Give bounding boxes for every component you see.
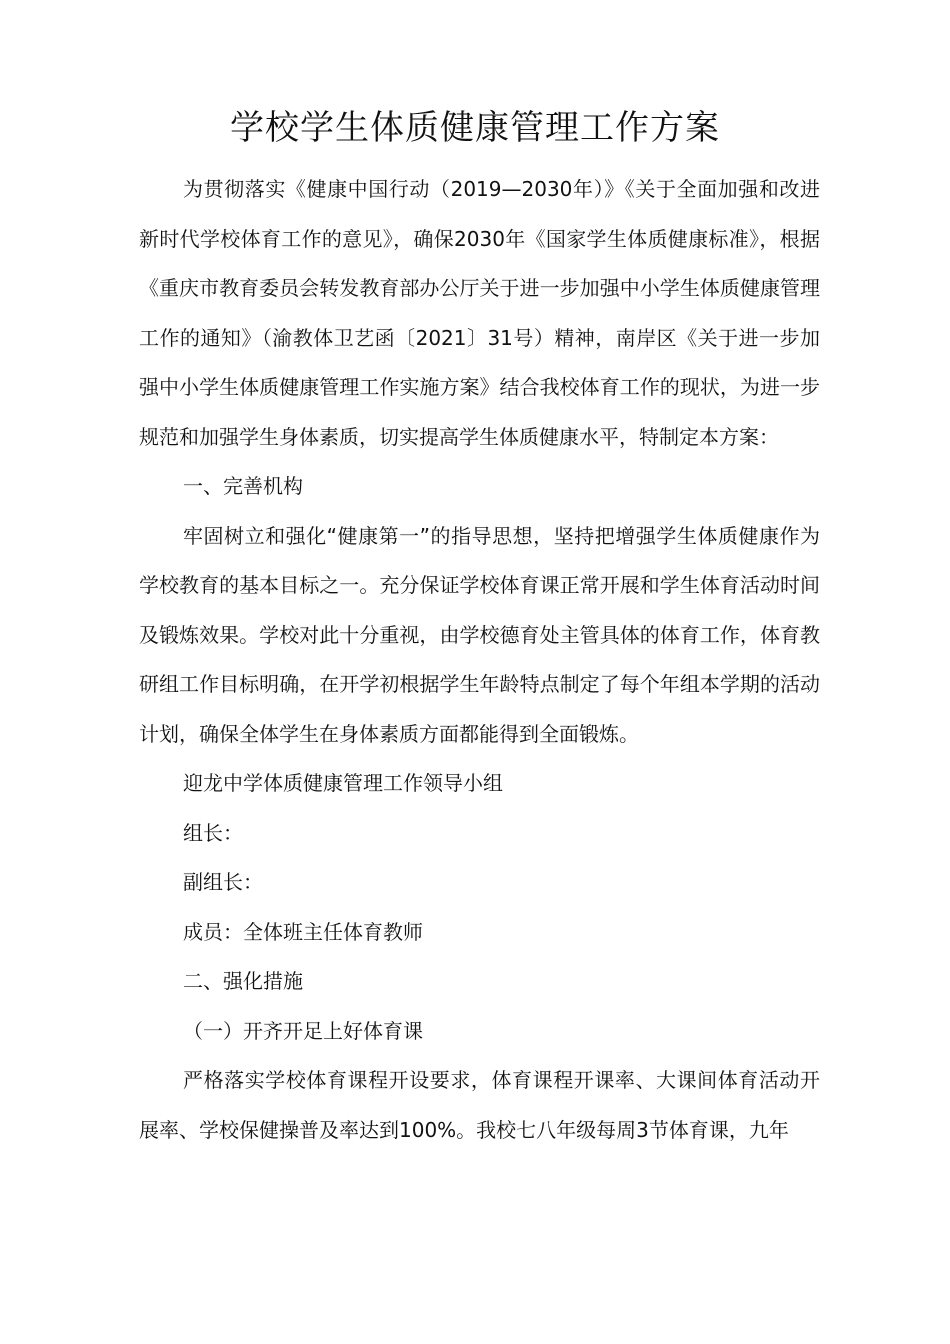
group-title: 迎龙中学体质健康管理工作领导小组	[183, 771, 503, 795]
subsection-heading-1: （一）开齐开足上好体育课	[183, 1018, 423, 1043]
group-leader: 组长：	[183, 820, 243, 845]
group-members: 成员：全体班主任体育教师	[183, 919, 423, 944]
document-body	[139, 165, 820, 1155]
section-heading-2: 二、强化措施	[183, 969, 303, 993]
body-paragraph: 严格落实学校体育课程开设要求，体育课程开课率、大课间体育活动开展率、学校保健操普及率达到100%。我校七八年级每周3节体育课，九年	[139, 1068, 820, 1142]
section-heading-1: 一、完善机构	[183, 474, 303, 498]
group-deputy-leader: 副组长：	[183, 870, 263, 894]
body-paragraph: 牢固树立和强化“健康第一”的指导思想，坚持把增强学生体质健康作为学校教育的基本目标之一。充分保证学校体育课正常开展和学生体育活动时间及锻炼效果。学校对此十分重视，由学校德育处主管具体的体育工作，体育教研组工作目标明确，在开学初根据学生年龄特点制定了每个年组本学期的活动计划，确保全体学生在身体素质方面都能得到全面锻炼。	[139, 523, 820, 746]
document-title: 学校学生体质健康管理工作方案	[230, 108, 720, 148]
intro-paragraph: 为贯彻落实《健康中国行动（2019—2030年）》《关于全面加强和改进新时代学校体育工作的意见》，确保2030年《国家学生体质健康标准》，根据《重庆市教育委员会转发教育部办公厅关于进一步加强中小学生体质健康管理工作的通知》（渝教体卫艺函〔2021〕31号）精神，南岸区《关于进一步加强中小学生体质健康管理工作实施方案》结合我校体育工作的现状，为进一步规范和加强学生身体素质，切实提高学生体质健康水平，特制定本方案：	[139, 177, 820, 449]
